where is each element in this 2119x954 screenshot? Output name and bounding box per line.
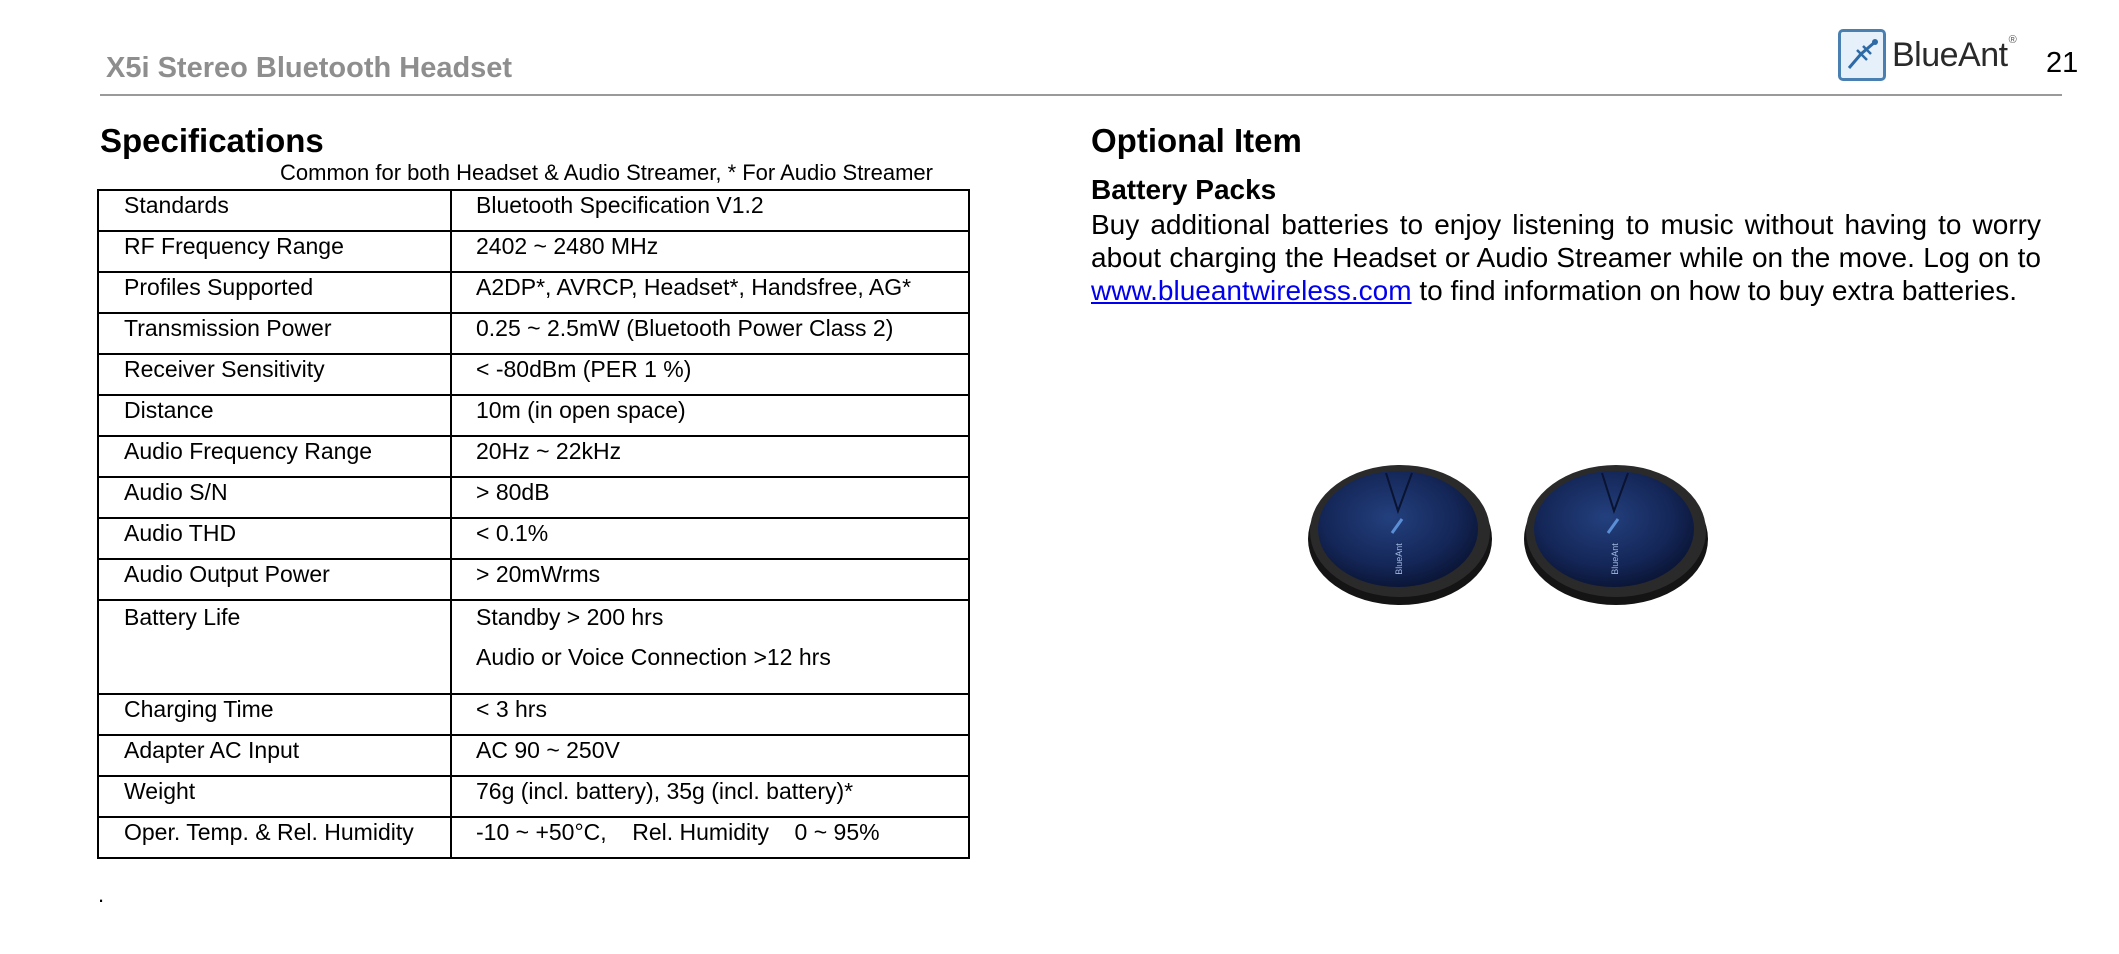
spec-value: 0.25 ~ 2.5mW (Bluetooth Power Class 2) [451,313,969,354]
table-row [98,600,969,694]
spec-value: AC 90 ~ 250V [451,735,969,776]
spec-value: > 20mWrms [451,559,969,600]
description-text: to find information on how to buy extra batteries. [1411,275,2018,306]
spec-label: Audio S/N [98,477,451,518]
battery-brand-label: BlueAnt [1610,543,1620,575]
table-row [98,190,969,231]
specifications-table [97,189,970,859]
spec-value: 20Hz ~ 22kHz [451,436,969,477]
battery-pack-image [1306,455,1494,607]
table-row [98,272,969,313]
spec-value: A2DP*, AVRCP, Headset*, Handsfree, AG* [451,272,969,313]
spec-label: RF Frequency Range [98,231,451,272]
description-text: Buy additional batteries to enjoy listening to music without having to worry about charging the Headset or Audio Streamer while on the move. Log on to [1091,209,2041,273]
page-number: 21 [2046,47,2079,79]
document-title: X5i Stereo Bluetooth Headset [106,52,513,84]
spec-value [451,600,969,694]
spec-label: Audio THD [98,518,451,559]
spec-label: Adapter AC Input [98,735,451,776]
specifications-heading: Specifications [100,122,324,159]
spec-value: Bluetooth Specification V1.2 [451,190,969,231]
table-row [98,518,969,559]
trademark-symbol: ® [2008,34,2017,46]
table-row [98,395,969,436]
spec-value: < 3 hrs [451,694,969,735]
spec-value: 76g (incl. battery), 35g (incl. battery)* [451,776,969,817]
header-divider [100,94,2062,96]
battery-packs-heading: Battery Packs [1091,174,1277,205]
spec-label: Audio Output Power [98,559,451,600]
table-row [98,776,969,817]
spec-value: -10 ~ +50°C, Rel. Humidity 0 ~ 95% [451,817,969,858]
spec-value: < -80dBm (PER 1 %) [451,354,969,395]
table-row [98,231,969,272]
spec-value-line: Standby > 200 hrs [476,604,664,630]
spec-label: Oper. Temp. & Rel. Humidity [98,817,451,858]
specifications-note: Common for both Headset & Audio Streamer, * For Audio Streamer [280,160,933,185]
blueant-logo-icon [1838,29,1886,81]
spec-label: Profiles Supported [98,272,451,313]
brand-logo [1838,28,2017,82]
battery-brand-label: BlueAnt [1394,543,1404,575]
spec-label: Weight [98,776,451,817]
trailing-mark: . [98,882,105,907]
spec-value: < 0.1% [451,518,969,559]
spec-label: Audio Frequency Range [98,436,451,477]
table-row [98,436,969,477]
table-row [98,694,969,735]
battery-description [1091,208,2041,307]
table-row [98,313,969,354]
spec-label: Distance [98,395,451,436]
spec-value: > 80dB [451,477,969,518]
spec-label: Battery Life [98,600,451,694]
table-row [98,477,969,518]
table-row [98,559,969,600]
spec-label: Receiver Sensitivity [98,354,451,395]
battery-pack-image [1522,455,1710,607]
spec-value: 2402 ~ 2480 MHz [451,231,969,272]
spec-label: Charging Time [98,694,451,735]
table-row [98,817,969,858]
spec-value: 10m (in open space) [451,395,969,436]
blueant-website-link[interactable]: www.blueantwireless.com [1091,275,1412,306]
table-row [98,354,969,395]
spec-label: Transmission Power [98,313,451,354]
table-row [98,735,969,776]
optional-item-heading: Optional Item [1091,122,1302,159]
spec-value-line: Audio or Voice Connection >12 hrs [476,644,831,670]
brand-name: BlueAnt [1892,35,2008,74]
spec-label: Standards [98,190,451,231]
